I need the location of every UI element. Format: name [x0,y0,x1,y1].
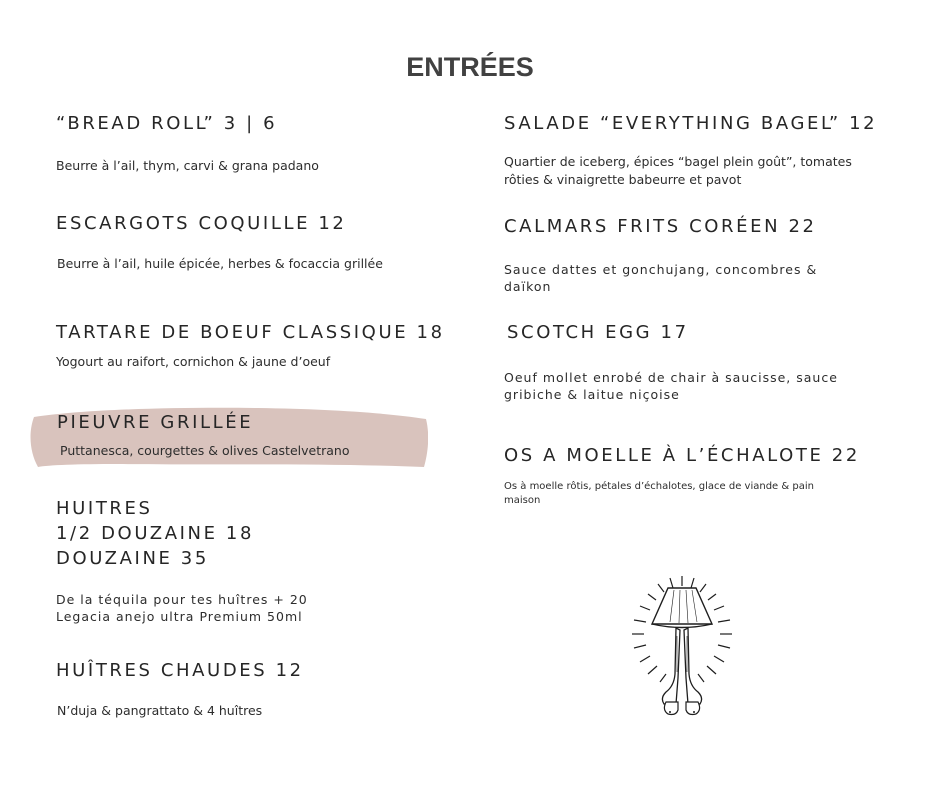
menu-item-salade-desc-line-2: rôties & vinaigrette babeurre et pavot [504,172,742,187]
menu-item-bread-roll-desc: Beurre à l’ail, thym, carvi & grana padano [56,158,319,173]
menu-item-scotch-egg-desc-line-2: gribiche & laitue niçoise [504,387,680,402]
menu-item-huitres-desc-line-2: Legacia anejo ultra Premium 50ml [56,609,303,624]
menu-item-huitres-chaudes-name: HUÎTRES CHAUDES 12 [56,660,304,681]
menu-item-huitres-chaudes-desc: N’duja & pangrattato & 4 huîtres [57,703,263,718]
menu-title: ENTRÉES [406,52,534,82]
menu-item-huitres-desc-line-1: De la téquila pour tes huîtres + 20 [56,592,308,607]
menu-item-pieuvre-desc: Puttanesca, courgettes & olives Castelvetrano [60,443,350,458]
menu-item-os-a-moelle-name: OS A MOELLE À L’ÉCHALOTE 22 [504,445,860,466]
menu-item-tartare-desc: Yogourt au raifort, cornichon & jaune d’oeuf [56,354,331,369]
menu-item-bread-roll-name: “BREAD ROLL” 3 | 6 [56,113,278,134]
menu-item-calmars-name: CALMARS FRITS CORÉEN 22 [504,216,817,237]
menu-item-huitres-line-2: 1/2 DOUZAINE 18 [56,523,254,544]
menu-item-calmars-desc-line-2: daïkon [504,279,552,294]
menu-item-huitres-line-1: HUITRES [56,498,153,519]
menu-item-escargots-desc: Beurre à l’ail, huile épicée, herbes & focaccia grillée [57,256,383,271]
menu-item-scotch-egg-desc-line-1: Oeuf mollet enrobé de chair à saucisse, sauce [504,370,838,385]
menu-item-escargots-name: ESCARGOTS COQUILLE 12 [56,213,347,234]
menu-item-huitres-line-3: DOUZAINE 35 [56,548,209,569]
menu-item-tartare-name: TARTARE DE BOEUF CLASSIQUE 18 [56,322,445,343]
menu-item-salade-name: SALADE “EVERYTHING BAGEL” 12 [504,113,878,134]
menu-item-os-a-moelle-desc-line-1: Os à moelle rôtis, pétales d’échalotes, glace de viande & pain [504,481,814,492]
menu-item-salade-desc-line-1: Quartier de iceberg, épices “bagel plein goût”, tomates [504,154,852,169]
menu-item-calmars-desc-line-1: Sauce dattes et gonchujang, concombres & [504,262,818,277]
menu-item-scotch-egg-name: SCOTCH EGG 17 [507,322,689,343]
menu-item-os-a-moelle-desc-line-2: maison [504,495,541,506]
lamp-legs-icon [630,574,734,718]
menu-item-pieuvre-name: PIEUVRE GRILLÉE [57,412,254,433]
